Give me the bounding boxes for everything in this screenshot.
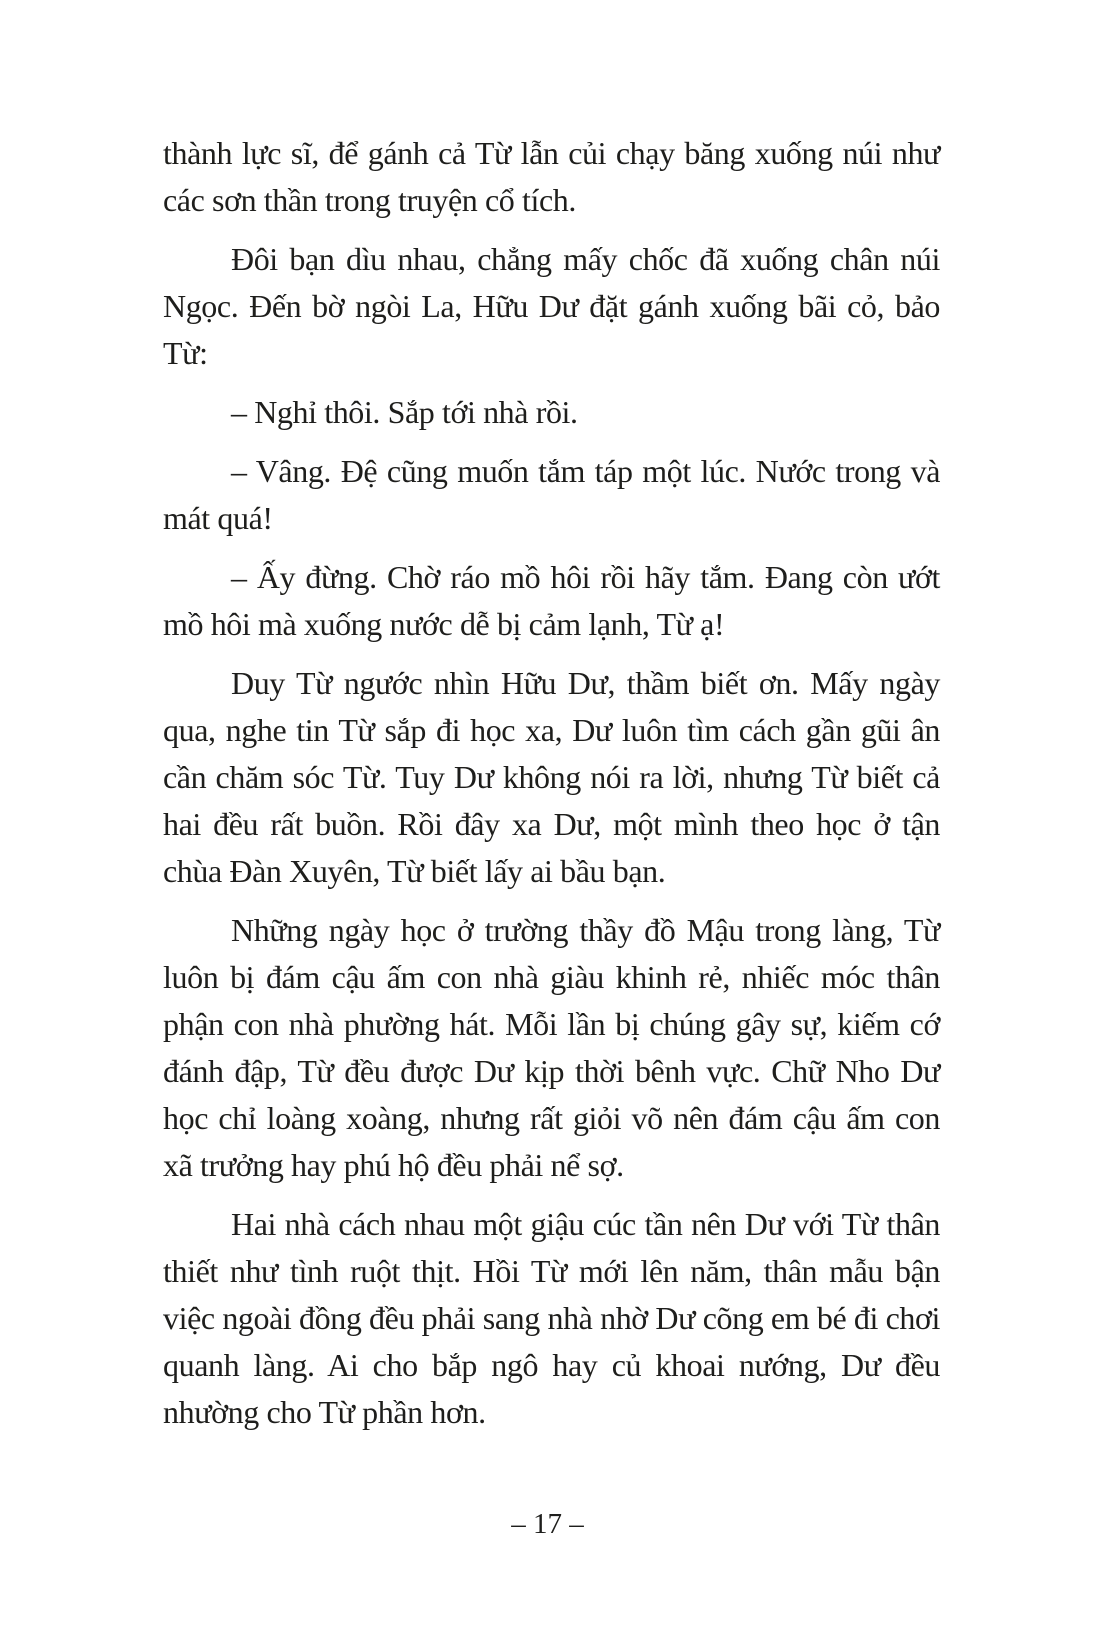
paragraph-continuation: thành lực sĩ, để gánh cả Từ lẫn củi chạy băng xuống núi như các sơn thần trong truyện cổ tích. (163, 135, 940, 218)
paragraph: Hai nhà cách nhau một giậu cúc tần nên Dư với Từ thân thiết như tình ruột thịt. Hồi Từ mới lên năm, thân mẫu bận việc ngoài đồng đều phải sang nhà nhờ Dư cõng em bé đi chơi quanh làng. Ai cho bắp ngô hay củ khoai nướng, Dư đều nhường cho Từ phần hơn. (163, 1206, 940, 1430)
paragraph: Đôi bạn dìu nhau, chẳng mấy chốc đã xuống chân núi Ngọc. Đến bờ ngòi La, Hữu Dư đặt gánh xuống bãi cỏ, bảo Từ: (163, 241, 940, 371)
paragraph: Duy Từ ngước nhìn Hữu Dư, thầm biết ơn. Mấy ngày qua, nghe tin Từ sắp đi học xa, Dư luôn tìm cách gần gũi ân cần chăm sóc Từ. Tuy Dư không nói ra lời, nhưng Từ biết cả hai đều rất buồn. Rồi đây xa Dư, một mình theo học ở tận chùa Đàn Xuyên, Từ biết lấy ai bầu bạn. (163, 665, 940, 889)
page-footer (0, 1508, 1095, 1541)
body-text (163, 130, 940, 1448)
page-number: – 17 – (511, 1508, 584, 1540)
paragraph: Những ngày học ở trường thầy đồ Mậu trong làng, Từ luôn bị đám cậu ấm con nhà giàu khinh rẻ, nhiếc móc thân phận con nhà phường hát. Mỗi lần bị chúng gây sự, kiếm cớ đánh đập, Từ đều được Dư kịp thời bênh vực. Chữ Nho Dư học chỉ loàng xoàng, nhưng rất giỏi võ nên đám cậu ấm con xã trưởng hay phú hộ đều phải nể sợ. (163, 912, 940, 1183)
dialogue-line: – Ấy đừng. Chờ ráo mồ hôi rồi hãy tắm. Đang còn ướt mồ hôi mà xuống nước dễ bị cảm lạnh, Từ ạ! (163, 559, 940, 642)
dialogue-line: – Nghỉ thôi. Sắp tới nhà rồi. (231, 394, 578, 430)
dialogue-line: – Vâng. Đệ cũng muốn tắm táp một lúc. Nước trong và mát quá! (163, 453, 940, 536)
